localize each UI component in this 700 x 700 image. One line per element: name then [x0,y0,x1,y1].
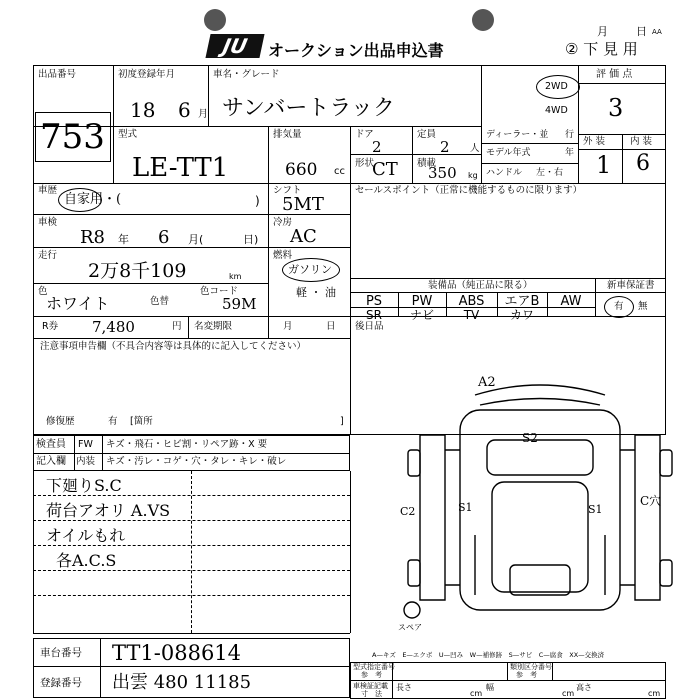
fuel-circle [282,258,340,282]
page-title: オークション出品申込書 [268,41,444,60]
warranty-no: 無 [638,301,648,312]
category-sub: 参 考 [516,671,537,679]
reg-expire-day: 日 [326,321,336,332]
height-unit: cm [648,689,661,698]
recycle-value: 7,480 [92,318,135,336]
color-code-label: 色コード [200,286,239,297]
reg-expire-label: 名変期限 [194,321,233,332]
equip-abs: ABS [458,294,485,309]
usage-label: 車歴 [38,185,58,196]
warranty-label: 新車保証書 [607,280,655,291]
day-label: 日 [636,25,647,38]
type-label: 型式 [118,129,138,140]
mark-s1-left: S1 [458,501,473,514]
shift-value: 5MT [282,194,324,215]
model-name: サンバートラック [222,96,395,121]
length-label: 長さ [396,683,412,692]
equip-ps: PS [365,294,383,309]
dealer-suffix: 行 [565,130,575,140]
inspection-month: 6 [158,227,170,248]
int-value: 6 [636,151,650,176]
drive-4wd: 4WD [545,105,568,116]
type-designation-label: 型式指定番号 [353,663,395,671]
kg-unit: kg [468,171,478,180]
mark-c-hole: C穴 [640,494,662,508]
int-label: 内 装 [630,136,653,147]
drive-2wd: 2WD [545,81,568,92]
ju-logo: JU [205,34,264,58]
mark-s1-right: S1 [588,503,603,516]
cooler-value: AC [290,226,317,247]
load-label: 積載 [417,158,437,169]
shape-value: CT [372,159,398,180]
doors-value: 2 [372,138,382,156]
notes-label: 注意事項申告欄（不具合内容等は具体的に記入してください） [40,341,307,352]
inspection-year-unit: 年 [118,233,129,246]
height-label: 高さ [576,683,592,692]
mark-c2: C2 [400,505,416,518]
chassis-value: TT1-088614 [112,641,242,665]
comment-line-3: オイルもれ [46,526,126,545]
cert-label: 車検証記載 [353,682,388,690]
comment-line-1: 下廻りS.C [46,476,122,495]
inspector-label-1: 検査員 [36,439,66,450]
capacity-value: 2 [440,138,450,156]
handle-value: 左・右 [536,168,564,178]
sales-point-label: セールスポイント（正常に機能するものに限ります） [355,185,583,196]
first-reg-month: 6 [178,98,191,122]
equip-navi: ナビ [409,308,434,322]
model-year-suffix: 年 [565,148,575,158]
fw-label: FW [78,439,93,450]
comment-line-4: 各A.C.S [56,551,117,570]
fuel-value: ガソリン [288,263,332,276]
type-value: LE-TT1 [132,153,229,183]
mark-a2: A2 [478,375,496,390]
cooler-label: 冷房 [273,217,293,228]
fw-items: キズ・飛石・ヒビ割・リペア跡・X 要 [106,439,268,450]
first-reg-month-unit: 月 [198,109,208,120]
fuel-options: 軽 ・ 油 [296,286,336,299]
reg-expire-month: 月 [283,321,293,332]
spare-label: スペア [398,623,422,632]
color-label: 色 [38,286,48,297]
color-value: ホワイト [46,294,110,313]
handle-label: ハンドル [486,168,523,178]
repair-bracket: [箇所 [130,416,153,427]
reg-no-label: 登録番号 [40,677,82,689]
lot-no-label: 出品番号 [38,69,77,80]
warranty-circle [604,296,634,318]
chassis-label: 車台番号 [40,647,82,659]
month-label: 月 [597,25,608,38]
shift-label: シフト [273,185,302,196]
equip-aw: AW [560,294,582,309]
yen-unit: 円 [172,321,182,332]
doors-label: ドア [355,129,374,140]
comment-line-2: 荷台アオリ A.VS [46,501,171,520]
first-reg-year: 18 [130,98,156,122]
color-change-label: 色替 [150,296,170,307]
fuel-label: 燃料 [273,250,293,261]
score-label: 評 価 点 [596,69,633,80]
usage-value: 自家用・( [64,192,122,207]
cc-unit: cc [334,166,345,177]
car-diagram [380,370,680,630]
displacement-value: 660 [285,160,318,180]
punch-hole-right [472,9,494,31]
length-unit: cm [470,689,483,698]
int-check-label: 内装 [76,456,96,467]
displacement-label: 排気量 [273,129,302,140]
warranty-yes: 有 [614,301,624,312]
equipment-label: 装備品（純正品に限る） [428,280,533,291]
equip-pw: PW [411,294,433,309]
color-code-value: 59M [222,295,257,313]
equip-leather: カワ [509,308,534,322]
equip-airbag: エアB [504,294,540,309]
cert-sub: 寸 法 [361,690,382,698]
rear-seat-label: 後日品 [355,321,384,332]
lot-no-value: 753 [40,117,105,157]
copy-label: ② 下 見 用 [565,40,638,58]
equip-tv: TV [463,308,480,322]
lot-no-box [35,112,111,162]
mark-s2: S2 [522,431,538,445]
repair-close: ] [340,416,344,427]
mileage-value: 2万8千109 [88,260,187,282]
inspector-label-2: 記入欄 [36,456,66,467]
punch-hole-left [204,9,226,31]
person-unit: 人 [470,143,480,154]
repair-value: 有 [108,416,118,427]
reg-no-value: 出雲 480 11185 [112,672,252,693]
inspection-month-unit: 月( [188,233,204,246]
inspection-label: 車検 [38,217,58,228]
repair-label: 修復歴 [46,416,75,427]
dealer-label: ディーラー・並 [486,130,549,140]
inspection-day-unit: 日) [243,233,259,246]
first-reg-label: 初度登録年月 [118,69,176,80]
drive-2wd-circle [536,75,580,99]
model-label: 車名・グレード [213,69,280,80]
capacity-label: 定員 [417,129,437,140]
recycle-label: R券 [42,321,59,332]
km-unit: km [229,272,242,281]
usage-circle [58,188,102,212]
width-unit: cm [562,689,575,698]
type-designation-sub: 参 考 [361,671,382,679]
legend-text: A—キズ E—エクボ U—凹み W—補修跡 S—サビ C—腐食 XX—交換済 [372,651,605,659]
inspection-value: R8 [80,227,106,248]
width-label: 幅 [486,683,494,692]
category-label: 類別区分番号 [510,663,552,671]
score-value: 3 [608,94,624,122]
usage-close: ) [255,194,260,208]
shape-label: 形状 [355,158,375,169]
mileage-label: 走行 [38,250,58,261]
load-value: 350 [428,164,457,182]
aa-label: AA [652,28,662,36]
model-year-label: モデル年式 [486,148,531,158]
equip-sr: SR [366,308,382,322]
int-check-items: キズ・汚レ・コゲ・穴・タレ・キレ・破レ [106,456,287,467]
ext-label: 外 装 [583,136,606,147]
ext-value: 1 [596,151,612,179]
